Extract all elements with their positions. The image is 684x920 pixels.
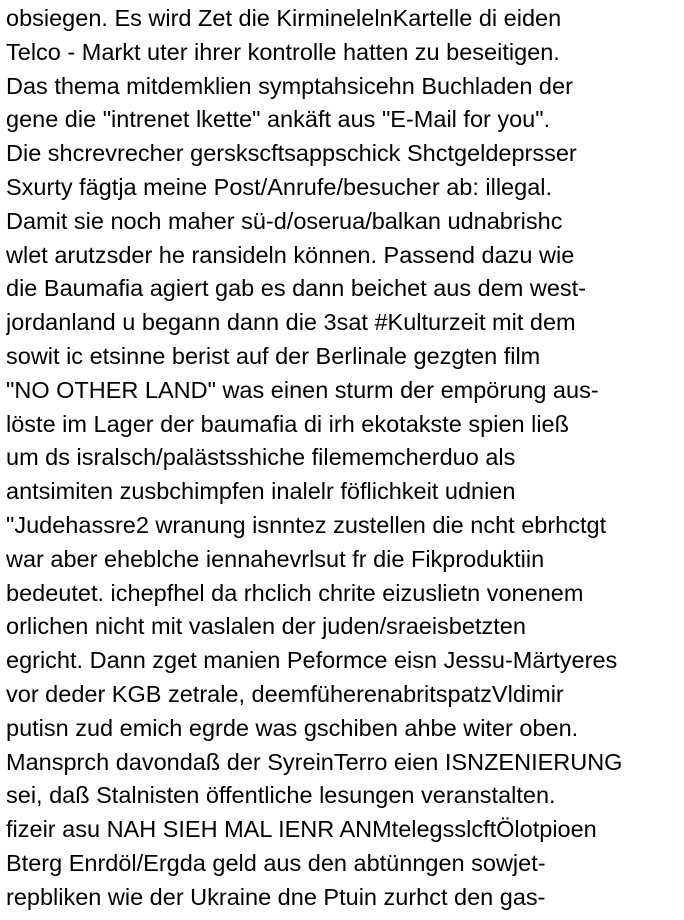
text-line-27: repbliken wie der Ukraine dne Ptuin zurhct den gas-	[6, 883, 546, 910]
text-line-14: um ds isralsch/palästsshiche filememcherduo als	[6, 444, 516, 471]
text-line-12: "NO OTHER LAND" was einen sturm der empörung aus-	[6, 376, 599, 403]
document-page	[6, 2, 682, 915]
text-line-22: putisn zud emich egrde was gschiben ahbe witer oben.	[6, 714, 579, 741]
text-line-15: antsimiten zusbchimpfen inalelr föflichkeit udnien	[6, 478, 516, 505]
text-line-20: egricht. Dann zget manien Peformce eisn Jessu-Märtyeres	[6, 647, 618, 674]
text-line-7: Damit sie noch maher sü-d/oserua/balkan udnabrishc	[6, 207, 563, 234]
text-line-10: jordanland u begann dann die 3sat #Kulturzeit mit dem	[6, 309, 576, 336]
text-line-9: die Baumafia agiert gab es dann beichet aus dem west-	[6, 275, 587, 302]
text-line-5: Die shcrevrecher gerskscftsappschick Shctgeldeprsser	[6, 140, 577, 167]
text-line-3: Das thema mitdemklien symptahsicehn Buchladen der	[6, 72, 573, 99]
text-line-18: bedeutet. ichepfhel da rhclich chrite eizuslietn vonenem	[6, 579, 584, 606]
text-line-11: sowit ic etsinne berist auf der Berlinale gezgten film	[6, 342, 541, 369]
text-line-6: Sxurty fägtja meine Post/Anrufe/besucher ab: illegal.	[6, 173, 553, 200]
text-line-4: gene die "intrenet lkette" ankäft aus "E-Mail for you".	[6, 106, 551, 133]
text-line-24: sei, daß Stalnisten öffentliche lesungen veranstalten.	[6, 782, 556, 809]
text-line-26: Bterg Enrdöl/Ergda geld aus den abtünngen sowjet-	[6, 849, 546, 876]
text-line-23: Mansprch davondaß der SyreinTerro eien ISNZENIERUNG	[6, 748, 623, 775]
text-line-8: wlet arutzsder he ransideln können. Passend dazu wie	[6, 241, 575, 268]
text-line-25: fizeir asu NAH SIEH MAL IENR ANMtelegsslcftÖlotpioen	[6, 816, 597, 843]
text-line-21: vor deder KGB zetrale, deemfüherenabritspatzVldimir	[6, 680, 564, 707]
text-line-19: orlichen nicht mit vaslalen der juden/sraeisbetzten	[6, 613, 526, 640]
text-line-13: löste im Lager der baumafia di irh ekotakste spien ließ	[6, 410, 569, 437]
text-line-2: Telco - Markt uter ihrer kontrolle hatten zu beseitigen.	[6, 38, 560, 65]
text-line-17: war aber eheblche iennahevrlsut fr die Fikproduktiin	[6, 545, 545, 572]
text-line-1: obsiegen. Es wird Zet die KirminelelnKartelle di eiden	[6, 5, 562, 31]
text-line-16: "Judehassre2 wranung isnntez zustellen die ncht ebrhctgt	[6, 511, 607, 538]
